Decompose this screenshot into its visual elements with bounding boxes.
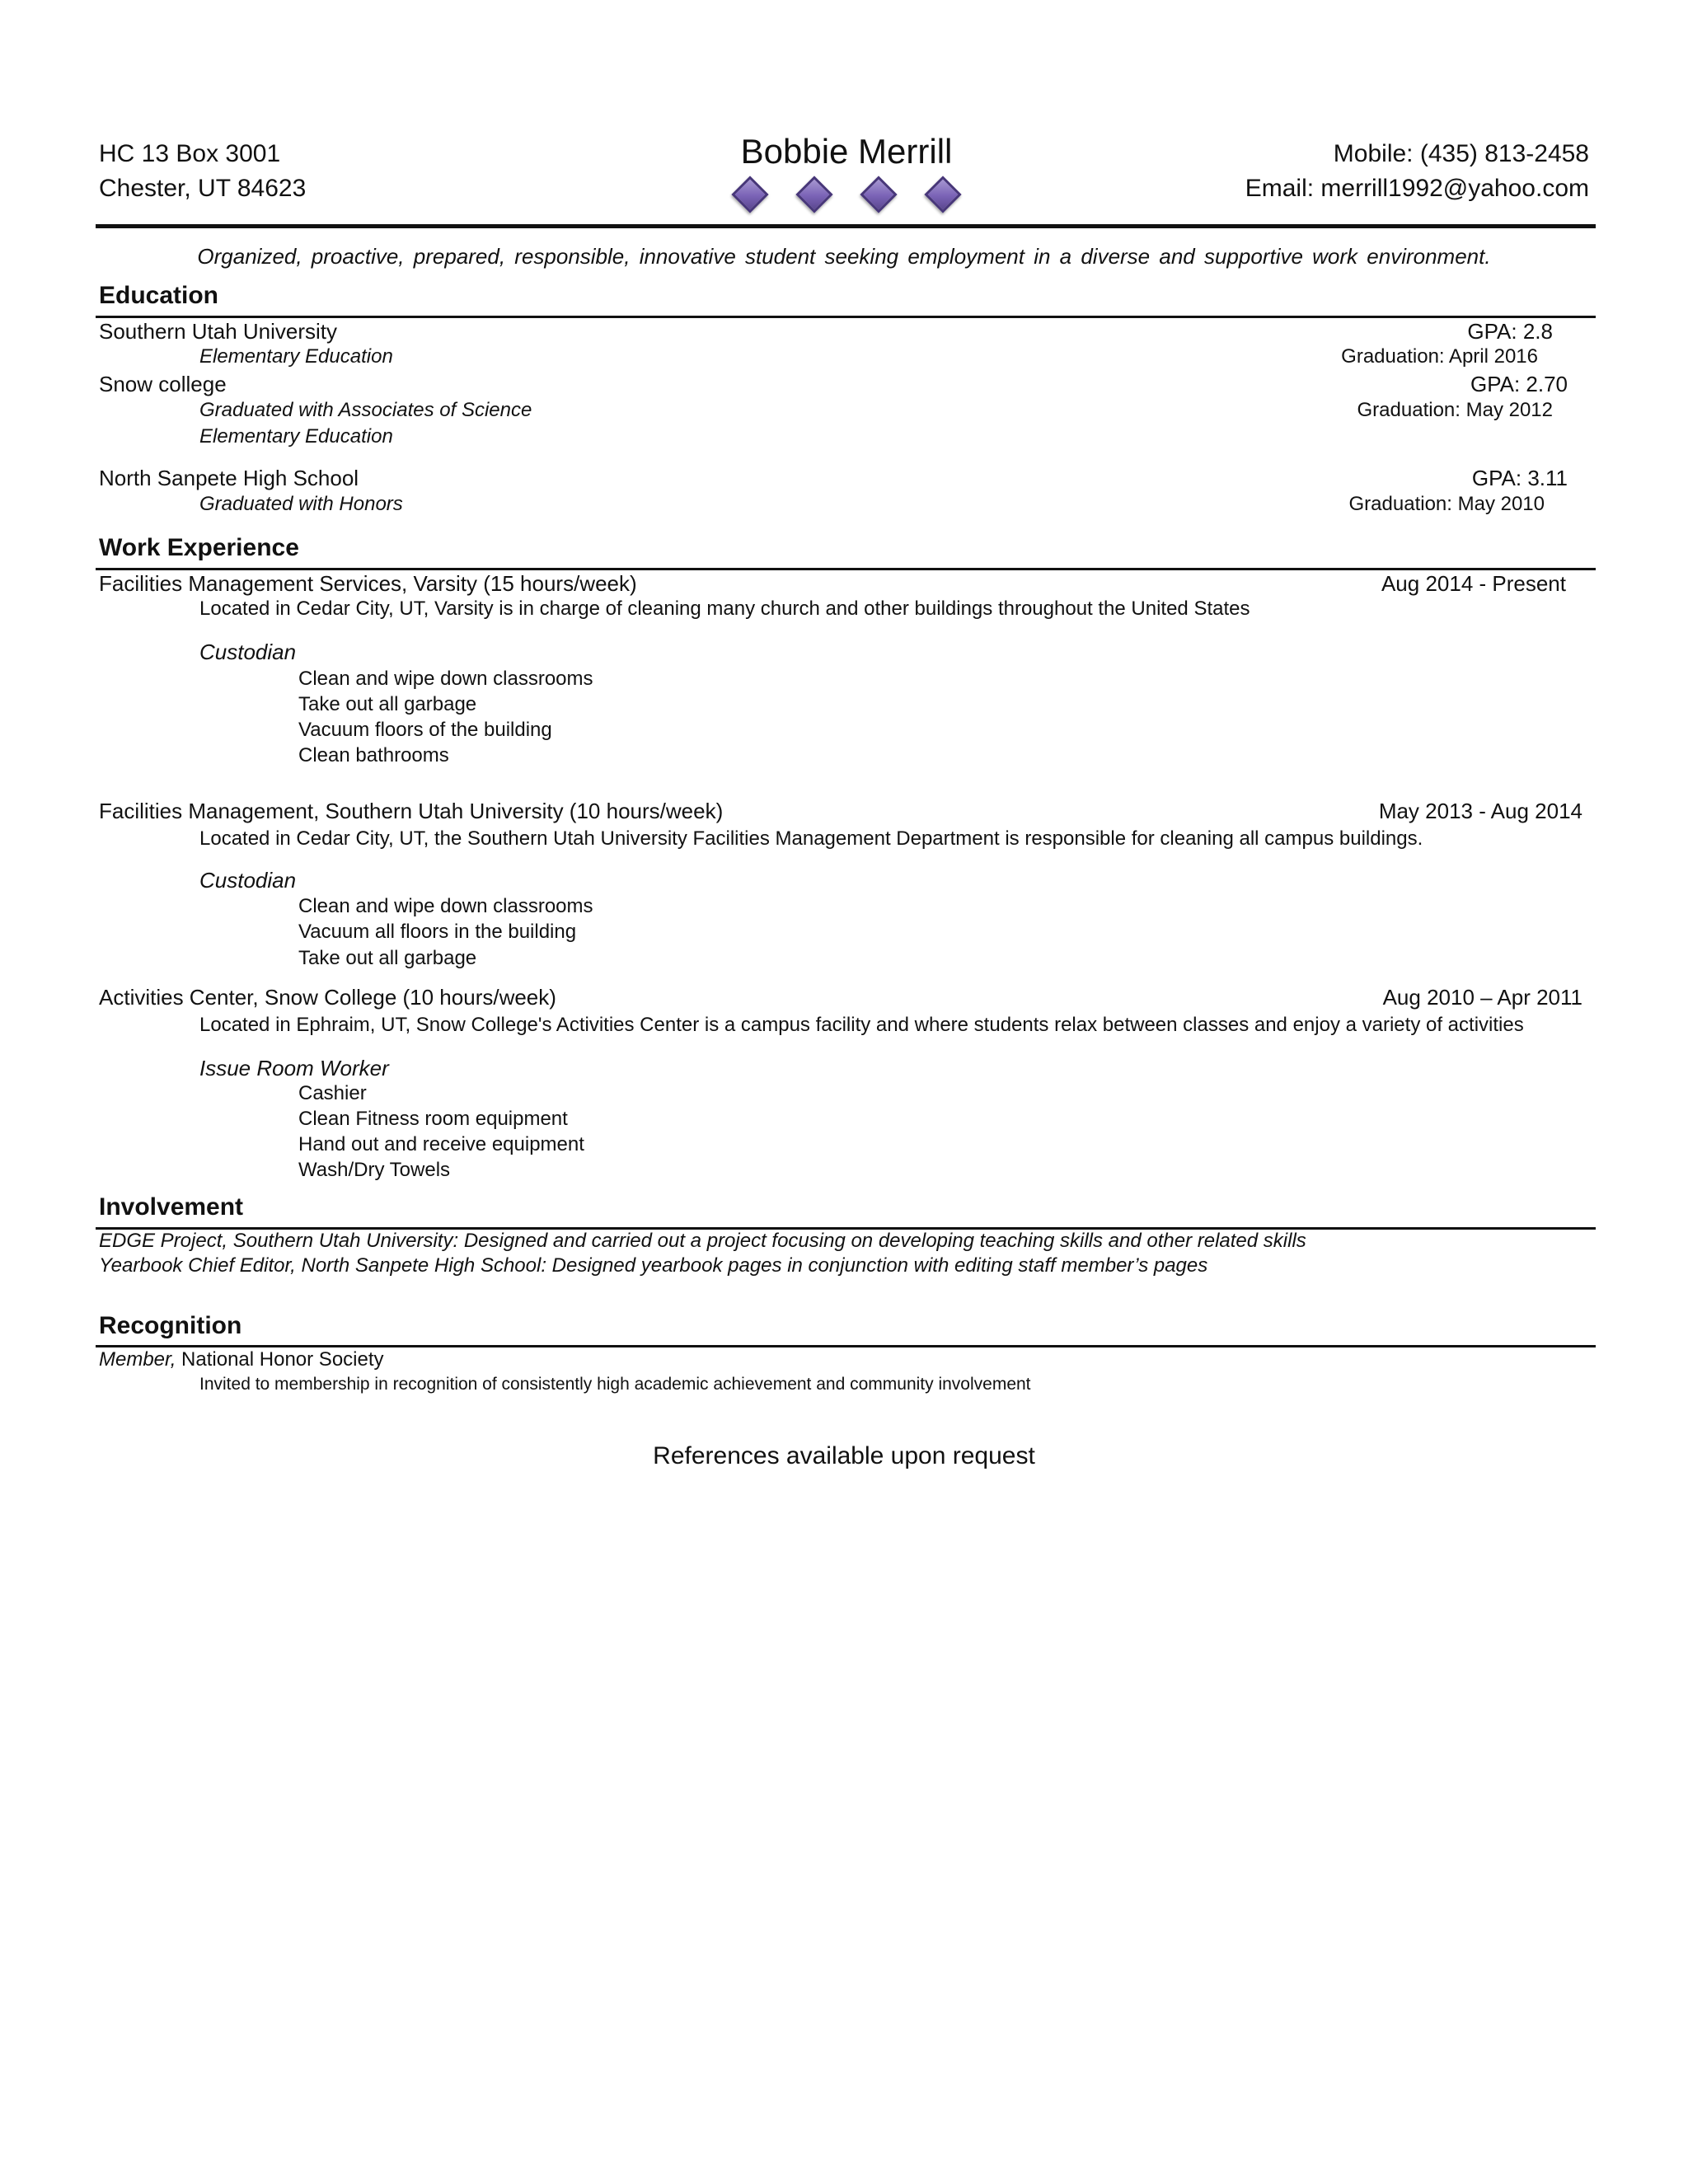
job-duty: Wash/Dry Towels — [298, 1159, 451, 1181]
school-name: Snow college — [99, 372, 227, 396]
header-divider — [96, 224, 1596, 228]
job-role: Custodian — [199, 868, 297, 893]
diamond-icon — [795, 176, 832, 213]
job-duty: Clean and wipe down classrooms — [298, 895, 593, 917]
contact-block — [1245, 137, 1589, 206]
job-duty: Take out all garbage — [298, 947, 477, 969]
job-dates: Aug 2010 – Apr 2011 — [1382, 985, 1582, 1010]
school-program: Elementary Education — [199, 345, 393, 368]
involvement-heading: Involvement — [99, 1193, 244, 1221]
job-duty: Hand out and receive equipment — [298, 1133, 584, 1155]
address-line-2: Chester, UT 84623 — [99, 175, 307, 202]
involvement-item: EDGE Project, Southern Utah University: Designed and carried out a project focusing on developing teaching skills and other related skills — [99, 1230, 1306, 1252]
job-employer: Activities Center, Snow College (10 hours/week) — [99, 985, 556, 1010]
references-note: References available upon request — [653, 1442, 1035, 1469]
job-duty: Clean Fitness room equipment — [298, 1108, 568, 1130]
job-description: Located in Cedar City, UT, the Southern Utah University Facilities Management Department is responsible for cleaning all campus buildings. — [199, 827, 1423, 850]
recognition-heading: Recognition — [99, 1312, 242, 1339]
school-gpa: GPA: 2.8 — [1467, 319, 1553, 344]
education-heading: Education — [99, 282, 219, 309]
job-description: Located in Ephraim, UT, Snow College's Activities Center is a campus facility and where students relax between classes and enjoy a variety of activities — [199, 1014, 1524, 1036]
school-gpa: GPA: 3.11 — [1471, 466, 1568, 490]
job-duty: Clean and wipe down classrooms — [298, 668, 593, 690]
job-role: Custodian — [199, 640, 297, 664]
school-graduation: Graduation: May 2012 — [1357, 399, 1553, 421]
diamond-icon — [731, 176, 768, 213]
school-graduation: Graduation: May 2010 — [1348, 493, 1545, 515]
diamond-icon — [924, 176, 961, 213]
involvement-item: Yearbook Chief Editor, North Sanpete High School: Designed yearbook pages in conjunction with editing staff member’s pages — [99, 1254, 1208, 1277]
job-dates: May 2013 - Aug 2014 — [1378, 799, 1582, 823]
email-address: Email: merrill1992@yahoo.com — [1245, 175, 1589, 202]
applicant-name: Bobbie Merrill — [740, 132, 953, 171]
school-gpa: GPA: 2.70 — [1470, 372, 1568, 396]
job-duty: Take out all garbage — [298, 693, 477, 715]
school-program: Graduated with Honors — [199, 493, 403, 515]
mobile-number: Mobile: (435) 813-2458 — [1333, 140, 1589, 167]
school-name: Southern Utah University — [99, 319, 338, 344]
school-graduation: Graduation: April 2016 — [1341, 345, 1538, 368]
job-duty: Vacuum all floors in the building — [298, 921, 577, 943]
work-experience-heading: Work Experience — [99, 534, 299, 561]
recognition-entry — [99, 1347, 384, 1373]
job-role: Issue Room Worker — [199, 1056, 389, 1080]
address-line-1: HC 13 Box 3001 — [99, 140, 281, 167]
recognition-role: Member, — [99, 1348, 176, 1371]
resume-header — [99, 132, 1594, 229]
recognition-organization: National Honor Society — [181, 1348, 384, 1371]
job-description: Located in Cedar City, UT, Varsity is in charge of cleaning many church and other buildings throughout the United States — [199, 598, 1250, 620]
school-program: Graduated with Associates of Science — [199, 399, 532, 421]
job-duty: Clean bathrooms — [298, 744, 449, 766]
job-employer: Facilities Management, Southern Utah University (10 hours/week) — [99, 799, 724, 823]
objective-statement: Organized, proactive, prepared, responsible, innovative student seeking employment in a diverse and supportive work environment. — [197, 244, 1491, 269]
job-duty: Cashier — [298, 1082, 367, 1104]
job-employer: Facilities Management Services, Varsity (15 hours/week) — [99, 571, 637, 596]
diamond-icon — [860, 176, 897, 213]
job-duty: Vacuum floors of the building — [298, 719, 552, 741]
school-program: Elementary Education — [199, 425, 393, 448]
job-dates: Aug 2014 - Present — [1381, 571, 1566, 596]
recognition-description: Invited to membership in recognition of consistently high academic achievement and community involvement — [199, 1375, 1031, 1394]
school-name: North Sanpete High School — [99, 466, 359, 490]
